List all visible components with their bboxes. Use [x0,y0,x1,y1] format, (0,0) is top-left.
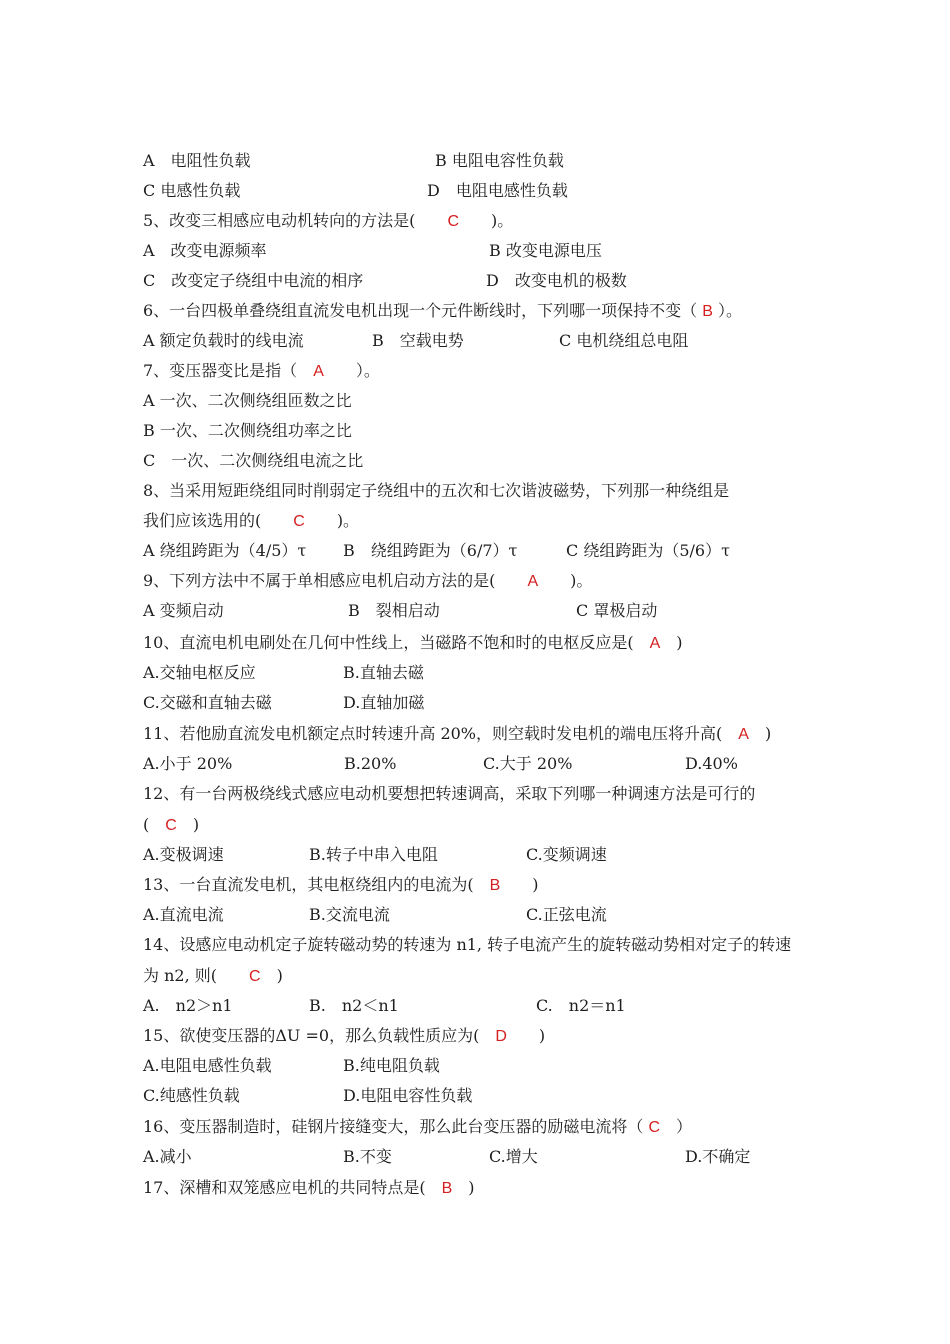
option-text: B.直轴去磁 [343,663,424,682]
option-text: C.变频调速 [526,845,607,864]
question-line [143,870,539,900]
answer-letter: B [489,877,501,894]
option-text: D.40% [685,754,738,773]
question-text: 我们应该选用的( [143,511,294,530]
question-text: 9、下列方法中不属于单相感应电机启动方法的是( [143,571,528,590]
question-text-end: ) [748,724,772,743]
answer-letter: C [447,213,459,230]
question-text-end: ） [660,1117,693,1136]
answer-letter: A [738,726,749,743]
option-text: C.正弦电流 [526,905,607,924]
answer-letter: B [702,303,713,320]
option-text: D.电阻电容性负载 [343,1086,473,1105]
question-text: 11、若他励直流发电机额定点时转速升高 20%，则空载时发电机的端电压将升高( [143,724,739,743]
question-text-end: ）。 [323,361,380,380]
question-text-end: )。 [538,571,593,590]
option-text: A. n2＞n1 [143,996,233,1015]
question-text-end: ) [260,966,283,985]
option-text: A.减小 [143,1147,192,1166]
question-text-end: ) [452,1178,475,1197]
answer-letter: A [313,363,324,380]
option-text: C.交磁和直轴去磁 [143,693,272,712]
option-text: B. n2＜n1 [309,996,399,1015]
option-text: A.小于 20% [143,754,233,773]
question-line [143,628,683,658]
question-text: 7、变压器变比是指（ [143,361,314,380]
option-text: C. n2＝n1 [536,996,626,1015]
option-text: D 电阻电感性负载 [427,181,568,200]
option-text: D 改变电机的极数 [486,271,627,290]
option-text: C 罩极启动 [576,601,658,620]
question-text-end: ) [660,633,683,652]
question-text-end: )。 [304,511,360,530]
question-text: 15、欲使变压器的ΔU =0，那么负载性质应为( [143,1026,496,1045]
question-line [143,206,513,236]
option-text: C.大于 20% [483,754,573,773]
question-line [143,506,359,536]
option-text: C 电机绕组总电阻 [559,331,689,350]
option-text: B 绕组跨距为（6/7）τ [343,541,518,560]
option-text: A 改变电源频率 [143,241,267,260]
question-line [143,1021,545,1051]
option-text: B.转子中串入电阻 [309,845,438,864]
answer-letter: B [441,1180,453,1197]
option-text: C 改变定子绕组中电流的相序 [143,271,364,290]
option-text: B.纯电阻负载 [343,1056,440,1075]
question-line [143,1173,475,1203]
option-text: A.交轴电枢反应 [143,663,256,682]
option-text: B 一次、二次侧绕组功率之比 [143,421,352,440]
option-text: D.不确定 [685,1147,751,1166]
option-text: C.纯感性负载 [143,1086,240,1105]
question-text-end: ) [506,1026,546,1045]
answer-letter: C [648,1119,661,1136]
answer-letter: C [165,817,177,834]
option-text: B.交流电流 [309,905,390,924]
option-text: B 空载电势 [372,331,464,350]
question-text-end: ) [176,815,200,834]
question-line [143,296,742,326]
option-text: C 一次、二次侧绕组电流之比 [143,451,364,470]
question-text: 13、一台直流发电机，其电枢绕组内的电流为( [143,875,490,894]
question-text: 16、变压器制造时，硅钢片接缝变大，那么此台变压器的励磁电流将（ [143,1117,649,1136]
question-line [143,961,283,991]
option-text: A 变频启动 [143,601,224,620]
answer-letter: D [495,1028,507,1045]
answer-letter: C [249,968,261,985]
option-text: A.直流电流 [143,905,224,924]
option-text: A 绕组跨距为（4/5）τ [143,541,307,560]
option-text: 14、设感应电动机定子旋转磁动势的转速为 n1, 转子电流产生的旋转磁动势相对定子的转速 [143,935,792,954]
question-line [143,566,592,596]
question-text: ( [143,815,166,834]
answer-letter: A [649,635,661,652]
question-text: 5、改变三相感应电动机转向的方法是( [143,211,448,230]
option-text: B.不变 [343,1147,392,1166]
answer-letter: C [293,513,305,530]
option-text: D.直轴加磁 [343,693,425,712]
option-text: A.变极调速 [143,845,224,864]
answer-letter: A [527,573,539,590]
option-text: 12、有一台两极绕线式感应电动机要想把转速调高，采取下列哪一种调速方法是可行的 [143,784,756,803]
option-text: 8、当采用短距绕组同时削弱定子绕组中的五次和七次谐波磁势，下列那一种绕组是 [143,481,730,500]
question-line [143,719,771,749]
question-text: 为 n2, 则( [143,966,249,985]
question-line [143,810,199,840]
option-text: A.电阻电感性负载 [143,1056,272,1075]
option-text: A 额定负载时的线电流 [143,331,304,350]
option-text: C 电感性负载 [143,181,241,200]
option-text: B 改变电源电压 [489,241,602,260]
option-text: B 电阻电容性负载 [435,151,564,170]
question-line [143,356,380,386]
question-line [143,1112,692,1142]
question-text-end: ）。 [712,301,743,320]
option-text: B.20% [344,754,397,773]
question-text-end: ) [500,875,539,894]
question-text: 10、直流电机电刷处在几何中性线上，当磁路不饱和时的电枢反应是( [143,633,650,652]
question-text-end: )。 [459,211,514,230]
question-text: 6、一台四极单叠绕组直流发电机出现一个元件断线时，下列哪一项保持不变（ [143,301,703,320]
option-text: C 绕组跨距为（5/6）τ [566,541,730,560]
question-text: 17、深槽和双笼感应电机的共同特点是( [143,1178,442,1197]
option-text: B 裂相启动 [348,601,440,620]
option-text: C.增大 [489,1147,538,1166]
option-text: A 一次、二次侧绕组匝数之比 [143,391,352,410]
option-text: A 电阻性负载 [143,151,251,170]
